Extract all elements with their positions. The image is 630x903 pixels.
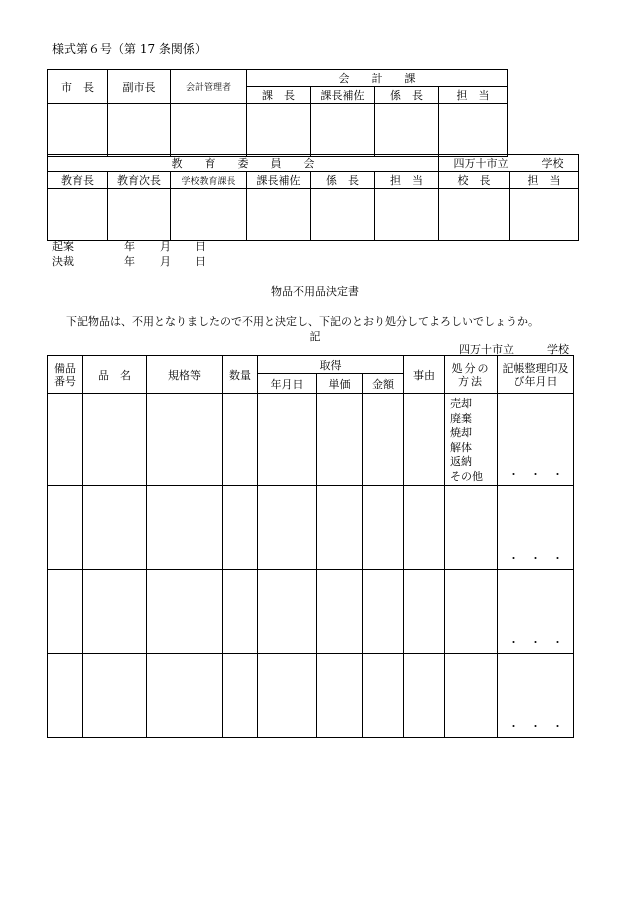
seal-box-staff[interactable] — [439, 104, 508, 157]
cell-quantity[interactable] — [223, 570, 258, 654]
draft-month: 月 — [160, 240, 171, 253]
cell-ledger[interactable] — [498, 394, 574, 486]
header-acq-date: 年月日 — [258, 374, 317, 394]
cell-specification[interactable] — [147, 394, 223, 486]
cell-item-number[interactable] — [48, 394, 83, 486]
header-school-name: 四万十市立 学校 — [439, 155, 579, 172]
cell-reason[interactable] — [404, 570, 445, 654]
header-ledger-text: 記帳整理印及び年月日 — [502, 361, 569, 388]
cell-item-name[interactable] — [83, 654, 147, 738]
cell-disposal-method[interactable] — [445, 654, 498, 738]
disposal-option: 解体 — [450, 440, 473, 454]
cell-unit-price[interactable] — [317, 486, 363, 570]
table-row — [48, 486, 574, 570]
header-disposal-method — [445, 356, 498, 394]
table-row — [48, 570, 574, 654]
draft-label: 起案 — [52, 240, 74, 253]
header-division-chief: 課 長 — [247, 87, 311, 104]
cell-unit-price[interactable] — [317, 394, 363, 486]
disposal-option: 廃棄 — [450, 411, 473, 425]
header-amount: 金額 — [363, 374, 404, 394]
header-section-chief: 係 長 — [375, 87, 439, 104]
seal-box-section-chief[interactable] — [375, 104, 439, 157]
cell-specification[interactable] — [147, 654, 223, 738]
seal-box-deputy-chief[interactable] — [311, 104, 375, 157]
seal-box-school-staff[interactable] — [510, 189, 579, 241]
cell-disposal-method[interactable] — [445, 486, 498, 570]
cell-acq-date[interactable] — [258, 654, 317, 738]
header-accounting-division: 会 計 課 — [247, 70, 508, 87]
cell-item-name[interactable] — [83, 394, 147, 486]
ki-label: 記 — [309, 330, 321, 343]
cell-ledger[interactable] — [498, 570, 574, 654]
table-row — [48, 654, 574, 738]
header-board-of-education: 教 育 委 員 会 — [48, 155, 439, 172]
header-school-education-chief: 学校教育課長 — [171, 172, 247, 189]
decision-month: 月 — [160, 255, 171, 268]
draft-day: 日 — [195, 240, 206, 253]
document-title: 物品不用品決定書 — [271, 285, 359, 298]
cell-disposal-method[interactable] — [445, 394, 498, 486]
cell-unit-price[interactable] — [317, 654, 363, 738]
items-table — [47, 355, 574, 738]
seal-box-mayor[interactable] — [48, 104, 108, 157]
header-mayor: 市 長 — [48, 70, 108, 104]
cell-item-number[interactable] — [48, 486, 83, 570]
header-disposal-method-text: 処分の方法 — [451, 361, 491, 388]
cell-ledger[interactable] — [498, 654, 574, 738]
header-staff: 担 当 — [439, 87, 508, 104]
seal-box-vice-mayor[interactable] — [108, 104, 171, 157]
header-quantity: 数量 — [223, 356, 258, 394]
decision-year: 年 — [124, 255, 135, 268]
seal-box-accounting-manager[interactable] — [171, 104, 247, 157]
cell-amount[interactable] — [363, 486, 404, 570]
form-number: 様式第６号（第 17 条関係） — [52, 42, 207, 56]
header-reason: 事由 — [404, 356, 445, 394]
seal-box-principal[interactable] — [439, 189, 510, 241]
seal-box-section-chief-2[interactable] — [311, 189, 375, 241]
body-text: 下記物品は、不用となりましたので不用と決定し、下記のとおり処分してよろしいでしょうか。 — [66, 315, 539, 328]
header-deputy-chief: 課長補佐 — [311, 87, 375, 104]
header-vice-mayor: 副市長 — [108, 70, 171, 104]
header-school-staff: 担 当 — [510, 172, 579, 189]
seal-box-school-education-chief[interactable] — [171, 189, 247, 241]
cell-item-name[interactable] — [83, 486, 147, 570]
cell-specification[interactable] — [147, 570, 223, 654]
cell-reason[interactable] — [404, 654, 445, 738]
cell-quantity[interactable] — [223, 394, 258, 486]
draft-year: 年 — [124, 240, 135, 253]
seal-box-staff-2[interactable] — [375, 189, 439, 241]
header-item-number-text: 備品番号 — [54, 361, 76, 388]
header-ledger — [498, 356, 574, 394]
cell-acq-date[interactable] — [258, 486, 317, 570]
header-deputy-superintendent: 教育次長 — [108, 172, 171, 189]
header-unit-price: 単価 — [317, 374, 363, 394]
cell-reason[interactable] — [404, 486, 445, 570]
cell-specification[interactable] — [147, 486, 223, 570]
header-specification: 規格等 — [147, 356, 223, 394]
approval-table-city — [47, 69, 508, 157]
decision-label: 決裁 — [52, 255, 74, 268]
school-line: 四万十市立 学校 — [459, 343, 569, 356]
cell-acq-date[interactable] — [258, 394, 317, 486]
header-acquisition: 取得 — [258, 356, 404, 374]
header-section-chief-2: 係 長 — [311, 172, 375, 189]
cell-quantity[interactable] — [223, 486, 258, 570]
disposal-option: その他 — [450, 469, 484, 483]
header-deputy-chief-2: 課長補佐 — [247, 172, 311, 189]
cell-disposal-method[interactable] — [445, 570, 498, 654]
decision-day: 日 — [195, 255, 206, 268]
cell-item-number[interactable] — [48, 654, 83, 738]
disposal-option: 返納 — [450, 455, 473, 468]
header-accounting-manager: 会計管理者 — [171, 70, 247, 104]
disposal-option: 売却 — [450, 397, 473, 410]
cell-reason[interactable] — [404, 394, 445, 486]
approval-table-education — [47, 154, 579, 241]
seal-box-division-chief[interactable] — [247, 104, 311, 157]
cell-amount[interactable] — [363, 570, 404, 654]
header-staff-2: 担 当 — [375, 172, 439, 189]
ledger-date-dots: ・ ・ ・ — [508, 468, 564, 481]
header-item-name: 品 名 — [83, 356, 147, 394]
cell-ledger[interactable] — [498, 486, 574, 570]
header-principal: 校 長 — [439, 172, 510, 189]
header-superintendent: 教育長 — [48, 172, 108, 189]
seal-box-deputy-chief-2[interactable] — [247, 189, 311, 241]
ledger-date-dots: ・ ・ ・ — [508, 552, 564, 565]
ledger-date-dots: ・ ・ ・ — [508, 720, 564, 733]
cell-acq-date[interactable] — [258, 570, 317, 654]
cell-amount[interactable] — [363, 394, 404, 486]
disposal-option: 焼却 — [450, 426, 473, 439]
seal-box-superintendent[interactable] — [48, 189, 108, 241]
table-row — [48, 394, 574, 486]
seal-box-deputy-superintendent[interactable] — [108, 189, 171, 241]
cell-item-name[interactable] — [83, 570, 147, 654]
cell-quantity[interactable] — [223, 654, 258, 738]
cell-amount[interactable] — [363, 654, 404, 738]
header-item-number — [48, 356, 83, 394]
cell-item-number[interactable] — [48, 570, 83, 654]
ledger-date-dots: ・ ・ ・ — [508, 636, 564, 649]
cell-unit-price[interactable] — [317, 570, 363, 654]
